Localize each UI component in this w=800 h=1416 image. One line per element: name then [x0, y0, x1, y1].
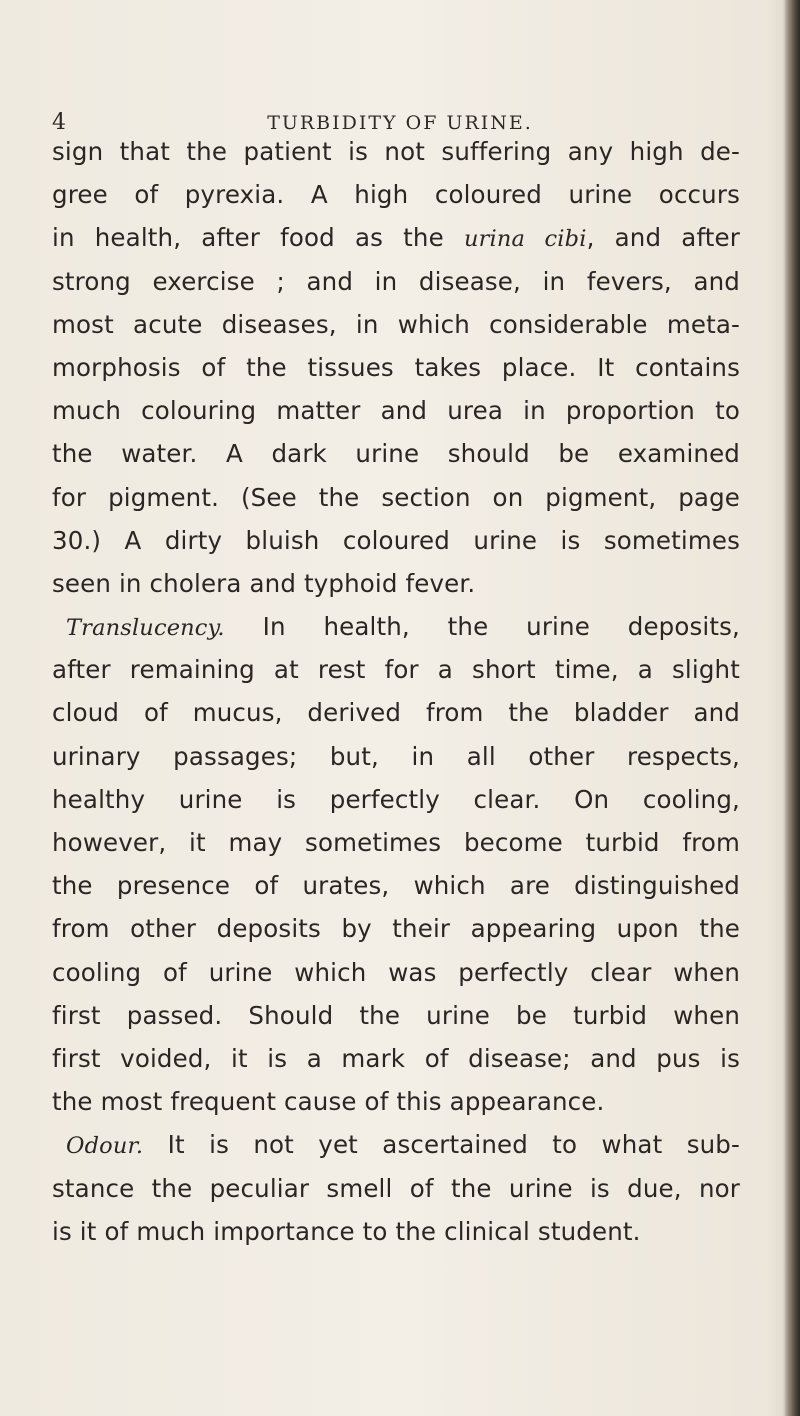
text-segment: , and after	[586, 223, 740, 253]
section-heading-odour: Odour.	[66, 1133, 144, 1160]
text-line: is it of much importance to the clinical student.	[52, 1216, 641, 1246]
text-line: the presence of urates, which are distinguished	[52, 871, 740, 901]
text-line: first passed. Should the urine be turbid when	[52, 1000, 740, 1030]
text-line: cloud of mucus, derived from the bladder and	[52, 698, 740, 728]
text-line: morphosis of the tissues takes place. It contains	[52, 352, 740, 382]
text-line: first voided, it is a mark of disease; and pus is	[52, 1043, 740, 1073]
text-segment: in health, after food as the	[52, 223, 464, 253]
text-line: gree of pyrexia. A high coloured urine occurs	[52, 180, 740, 210]
binding-edge-shadow	[782, 0, 800, 1416]
text-line: seen in cholera and typhoid fever.	[52, 568, 476, 598]
text-line: most acute diseases, in which considerable meta-	[52, 309, 740, 339]
running-head: TURBIDITY OF URINE.	[267, 112, 533, 134]
text-line: stance the peculiar smell of the urine is due, nor	[52, 1173, 740, 1203]
text-segment: In health, the urine deposits,	[224, 612, 740, 642]
text-line: the water. A dark urine should be examined	[52, 439, 740, 469]
body-text	[52, 130, 740, 1253]
section-heading-translucency: Translucency.	[66, 615, 225, 642]
text-line: from other deposits by their appearing upon the	[52, 914, 740, 944]
text-line: strong exercise ; and in disease, in fevers, and	[52, 266, 740, 296]
page-number: 4	[52, 110, 67, 135]
text-line: healthy urine is perfectly clear. On cooling,	[52, 784, 740, 814]
text-line: 30.) A dirty bluish coloured urine is sometimes	[52, 525, 740, 555]
text-line	[52, 1123, 740, 1166]
text-line: sign that the patient is not suffering any high de-	[52, 137, 740, 166]
text-line: however, it may sometimes become turbid from	[52, 828, 740, 857]
text-line: after remaining at rest for a short time, a slight	[52, 655, 740, 685]
text-line: urinary passages; but, in all other respects,	[52, 741, 740, 771]
italic-term-urina-cibi: urina cibi	[463, 226, 587, 253]
text-line	[52, 216, 740, 259]
text-line: the most frequent cause of this appearance.	[52, 1087, 605, 1117]
text-line: much colouring matter and urea in proportion to	[52, 396, 740, 426]
text-line	[52, 605, 740, 648]
text-segment: It is not yet ascertained to what sub-	[143, 1130, 740, 1160]
text-line: cooling of urine which was perfectly clear when	[52, 957, 740, 987]
text-line: for pigment. (See the section on pigment, page	[52, 482, 740, 512]
